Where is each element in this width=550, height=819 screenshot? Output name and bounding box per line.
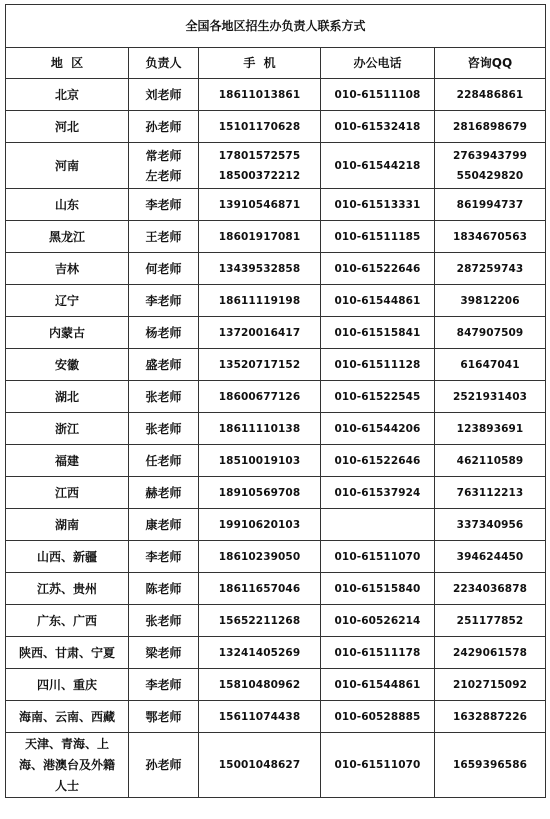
qq-cell-line: 394624450 [456,550,524,563]
region-cell-line: 四川、重庆 [36,677,97,692]
region-cell [6,221,129,253]
table-title: 全国各地区招生办负责人联系方式 [6,5,546,48]
table-row [6,509,546,541]
qq-cell-line: 763112213 [456,486,524,499]
region-cell [6,605,129,637]
mobile-cell-line: 18611119198 [218,294,301,307]
qq-cell-line: 861994737 [456,198,524,211]
region-cell-line: 内蒙古 [48,325,85,340]
table-row [6,349,546,381]
qq-cell [435,381,546,413]
region-cell-line: 山西、新疆 [36,549,97,564]
table-row [6,605,546,637]
person-cell: 张老师 [129,605,199,637]
region-cell [6,477,129,509]
table-row [6,79,546,111]
mobile-cell-line: 15001048627 [218,758,301,771]
office-phone-cell: 010-61511108 [321,79,435,111]
table-row [6,477,546,509]
mobile-cell-line: 13439532858 [218,262,301,275]
qq-cell [435,79,546,111]
header-region: 地 区 [6,48,129,79]
qq-cell-line: 847907509 [456,326,524,339]
table-row [6,381,546,413]
region-cell-line: 河北 [54,119,79,134]
qq-cell [435,605,546,637]
mobile-cell [199,221,321,253]
mobile-cell [199,143,321,189]
person-cell: 李老师 [129,285,199,317]
mobile-cell-line: 13720016417 [218,326,301,339]
office-phone-cell: 010-61544861 [321,285,435,317]
region-cell [6,111,129,143]
region-cell-line: 河南 [54,158,79,173]
qq-cell-line: 550429820 [456,169,524,182]
mobile-cell-line: 18510019103 [218,454,301,467]
mobile-cell [199,79,321,111]
qq-cell [435,733,546,798]
mobile-cell-line: 18611013861 [218,88,301,101]
table-row [6,143,546,189]
mobile-cell [199,701,321,733]
mobile-cell-line: 15652211268 [218,614,301,627]
region-cell [6,509,129,541]
office-phone-cell: 010-60528885 [321,701,435,733]
qq-cell [435,143,546,189]
mobile-cell [199,573,321,605]
qq-cell-line: 2763943799 [452,149,528,162]
qq-cell-line: 251177852 [456,614,524,627]
region-cell-line: 江西 [54,485,79,500]
qq-cell [435,509,546,541]
office-phone-cell: 010-61513331 [321,189,435,221]
region-cell [6,733,129,798]
qq-cell-line: 228486861 [456,88,524,101]
mobile-cell-line: 18500372212 [218,169,301,182]
region-cell [6,317,129,349]
region-cell [6,413,129,445]
person-cell: 鄂老师 [129,701,199,733]
mobile-cell [199,253,321,285]
qq-cell [435,253,546,285]
region-cell [6,669,129,701]
table-row [6,573,546,605]
qq-cell-line: 2816898679 [452,120,528,133]
region-cell [6,285,129,317]
qq-cell [435,477,546,509]
table-row [6,253,546,285]
qq-cell-line: 287259743 [456,262,524,275]
person-cell: 张老师 [129,381,199,413]
person-cell: 刘老师 [129,79,199,111]
mobile-cell [199,349,321,381]
table-row [6,285,546,317]
qq-cell-line: 61647041 [460,358,520,371]
qq-cell [435,701,546,733]
qq-cell [435,573,546,605]
contact-table [5,4,546,798]
header-mobile: 手 机 [199,48,321,79]
qq-cell [435,317,546,349]
region-cell [6,143,129,189]
office-phone-cell: 010-61511185 [321,221,435,253]
mobile-cell-line: 18601917081 [218,230,301,243]
person-cell: 杨老师 [129,317,199,349]
qq-cell [435,669,546,701]
qq-cell-line: 337340956 [456,518,524,531]
mobile-cell [199,285,321,317]
mobile-cell [199,111,321,143]
table-row [6,189,546,221]
mobile-cell-line: 15101170628 [218,120,301,133]
region-cell-line: 广东、广西 [36,613,97,628]
contact-sheet [5,4,545,798]
office-phone-cell: 010-61532418 [321,111,435,143]
region-cell-line: 吉林 [54,261,79,276]
region-cell [6,637,129,669]
region-cell [6,253,129,285]
qq-cell-line: 2234036878 [452,582,528,595]
mobile-cell-line: 18600677126 [218,390,301,403]
mobile-cell-line: 13910546871 [218,198,301,211]
header-person: 负责人 [129,48,199,79]
region-cell-line: 江苏、贵州 [36,581,97,596]
qq-cell [435,541,546,573]
qq-cell [435,445,546,477]
person-cell: 李老师 [129,541,199,573]
region-cell-line: 辽宁 [54,293,79,308]
table-row [6,701,546,733]
region-cell-line: 北京 [54,87,79,102]
mobile-cell [199,733,321,798]
region-cell-line: 湖南 [54,517,79,532]
header-row [6,48,546,79]
mobile-cell [199,637,321,669]
qq-cell [435,285,546,317]
mobile-cell-line: 19910620103 [218,518,301,531]
office-phone-cell: 010-61511070 [321,541,435,573]
table-row [6,317,546,349]
person-cell: 盛老师 [129,349,199,381]
qq-cell [435,637,546,669]
person-cell: 王老师 [129,221,199,253]
person-cell: 李老师 [129,669,199,701]
office-phone-cell: 010-61515840 [321,573,435,605]
table-row [6,733,546,798]
office-phone-cell: 010-61511178 [321,637,435,669]
region-cell [6,349,129,381]
region-cell-line: 陕西、甘肃、宁夏 [18,645,115,660]
qq-cell-line: 1834670563 [452,230,528,243]
qq-cell-line: 1659396586 [452,758,528,771]
table-row [6,445,546,477]
office-phone-cell: 010-61522545 [321,381,435,413]
person-cell: 何老师 [129,253,199,285]
mobile-cell [199,477,321,509]
office-phone-cell: 010-61544861 [321,669,435,701]
mobile-cell [199,413,321,445]
mobile-cell-line: 13520717152 [218,358,301,371]
qq-cell-line: 123893691 [456,422,524,435]
table-body [6,79,546,798]
region-cell [6,701,129,733]
region-cell-line: 安徽 [54,357,79,372]
mobile-cell [199,605,321,637]
office-phone-cell: 010-61544206 [321,413,435,445]
person-cell: 孙老师 [129,733,199,798]
mobile-cell-line: 18910569708 [218,486,301,499]
region-cell [6,573,129,605]
person-cell: 张老师 [129,413,199,445]
mobile-cell-line: 13241405269 [218,646,301,659]
header-qq: 咨询QQ [435,48,546,79]
region-cell [6,79,129,111]
region-cell-line: 湖北 [54,389,79,404]
mobile-cell-line: 18611110138 [218,422,301,435]
person-cell: 康老师 [129,509,199,541]
office-phone-cell: 010-61511070 [321,733,435,798]
region-cell-line: 海南、云南、西藏 [18,709,115,724]
office-phone-cell: 010-61522646 [321,445,435,477]
person-cell: 任老师 [129,445,199,477]
qq-cell-line: 2102715092 [452,678,528,691]
person-cell: 赫老师 [129,477,199,509]
mobile-cell [199,669,321,701]
qq-cell-line: 2521931403 [452,390,528,403]
person-cell: 孙老师 [129,111,199,143]
mobile-cell-line: 15611074438 [218,710,301,723]
office-phone-cell: 010-61544218 [321,143,435,189]
region-cell-line: 浙江 [54,421,79,436]
mobile-cell [199,445,321,477]
mobile-cell-line: 18610239050 [218,550,301,563]
region-cell-line: 福建 [54,453,79,468]
qq-cell-line: 39812206 [460,294,520,307]
qq-cell-line: 1632887226 [452,710,528,723]
office-phone-cell: 010-61515841 [321,317,435,349]
region-cell [6,445,129,477]
person-cell: 李老师 [129,189,199,221]
table-row [6,669,546,701]
office-phone-cell: 010-60526214 [321,605,435,637]
person-cell: 梁老师 [129,637,199,669]
header-office-phone: 办公电话 [321,48,435,79]
office-phone-cell [321,509,435,541]
person-cell: 常老师 左老师 [129,143,199,189]
region-cell [6,541,129,573]
table-row [6,541,546,573]
mobile-cell-line: 18611657046 [218,582,301,595]
qq-cell-line: 2429061578 [452,646,528,659]
mobile-cell [199,381,321,413]
region-cell-line: 海、港澳台及外籍 [18,757,115,772]
region-cell-line: 天津、青海、上 [24,736,109,751]
mobile-cell [199,541,321,573]
qq-cell-line: 462110589 [456,454,524,467]
qq-cell [435,111,546,143]
region-cell-line: 黑龙江 [48,229,85,244]
region-cell-line: 人士 [54,778,79,793]
mobile-cell-line: 15810480962 [218,678,301,691]
office-phone-cell: 010-61522646 [321,253,435,285]
mobile-cell-line: 17801572575 [218,149,301,162]
mobile-cell [199,509,321,541]
qq-cell [435,413,546,445]
mobile-cell [199,189,321,221]
qq-cell [435,349,546,381]
qq-cell [435,189,546,221]
region-cell-line: 山东 [54,197,79,212]
region-cell [6,189,129,221]
table-row [6,637,546,669]
qq-cell [435,221,546,253]
region-cell [6,381,129,413]
table-row [6,221,546,253]
table-row [6,111,546,143]
person-cell: 陈老师 [129,573,199,605]
table-row [6,413,546,445]
office-phone-cell: 010-61511128 [321,349,435,381]
office-phone-cell: 010-61537924 [321,477,435,509]
mobile-cell [199,317,321,349]
